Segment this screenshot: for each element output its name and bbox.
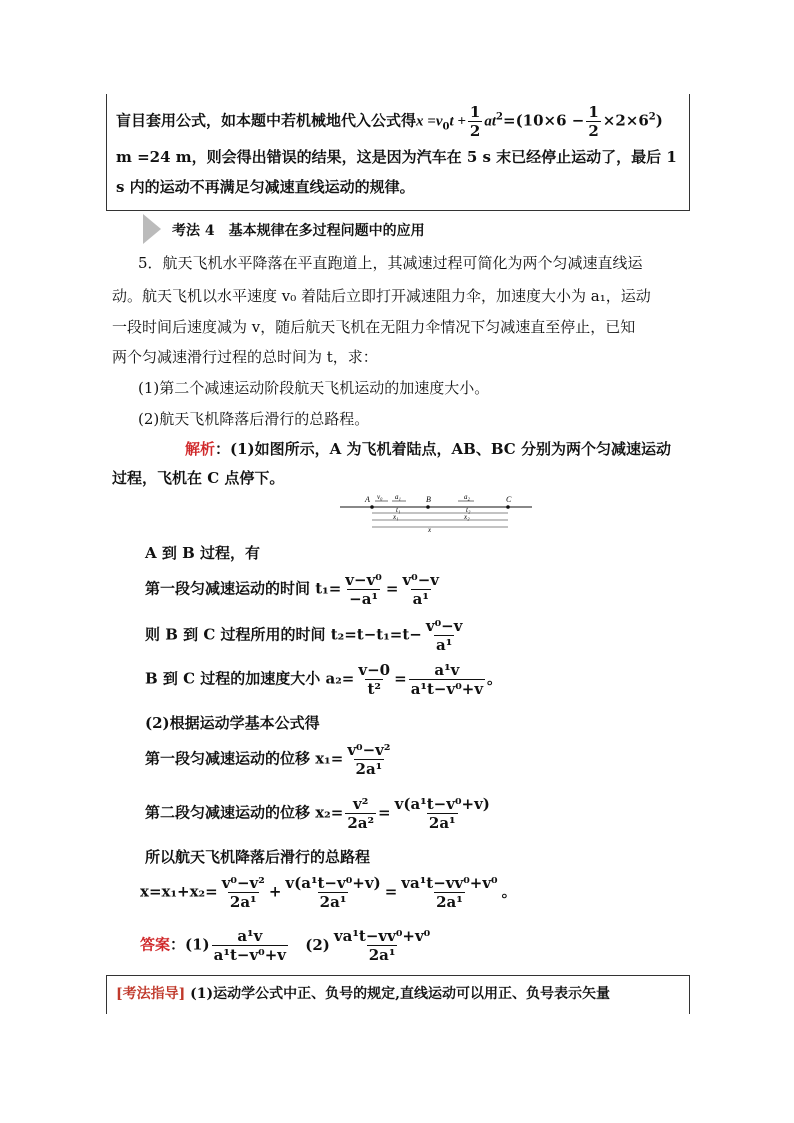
note-line-3: s 内的运动不再满足匀减速直线运动的规律。	[116, 178, 415, 196]
label-b: B	[426, 495, 431, 504]
label-v0: v₀	[377, 493, 383, 501]
note-line-2: m =24 m，则会得出错误的结果，这是因为汽车在 5 s 末已经停止运动了，最后 1	[116, 148, 677, 166]
point-a	[370, 505, 374, 509]
label-a2: a₂	[464, 493, 470, 501]
label-x2: x₂	[464, 513, 470, 521]
question-2: (2)航天飞机降落后滑行的总路程。	[138, 410, 370, 428]
total-distance-label: 所以航天飞机降落后滑行的总路程	[145, 848, 371, 866]
ab-process: A 到 B 过程，有	[145, 544, 260, 562]
question-1: (1)第二个减速运动阶段航天飞机运动的加速度大小。	[138, 379, 490, 397]
point-b	[426, 505, 430, 509]
solution-label: 解析	[185, 440, 216, 458]
x2-formula: 第二段匀减速运动的位移 x₂= $\frac{\text{v²}}{\text{2a²}}$ = $\frac{\text{v(a¹t−v⁰+v)}}{\text{2a¹}}$	[145, 795, 490, 832]
tip-line: [考法指导] (1)运动学公式中正、负号的规定,直线运动可以用正、负号表示矢量	[116, 986, 610, 1002]
label-a1: a₁	[395, 493, 401, 501]
a2-formula: B 到 C 过程的加速度大小 a₂= $\frac{v-0}{\text{t²}}$ = $\frac{\text{a¹v}}{\text{a¹t−v⁰+v}}$ 。	[145, 661, 503, 698]
x1-formula: 第一段匀减速运动的位移 x₁= $\frac{\text{v⁰−v²}}{\text{2a¹}}$	[145, 741, 391, 778]
solution-line-2: 过程，飞机在 C 点停下。	[112, 469, 285, 487]
problem-line-2: 动。航天飞机以水平速度 v₀ 着陆后立即打开减速阻力伞，加速度大小为 a₁，运动	[112, 287, 651, 305]
answer-label: 答案	[140, 935, 171, 954]
t2-formula: 则 B 到 C 过程所用的时间 t₂=t−t₁=t− $\frac{\text{v⁰−v}}{\text{a¹}}$	[145, 617, 463, 654]
label-x: x	[428, 526, 432, 532]
fraction-half-2: $\frac{1}{2}$	[588, 103, 599, 140]
label-t2: t₂	[466, 506, 471, 514]
label-a: A	[365, 495, 370, 504]
problem-line-3: 一段时间后速度减为 v，随后航天飞机在无阻力伞情况下匀减速直至停止，已知	[112, 318, 636, 336]
fraction-half: $\frac{1}{2}$	[469, 103, 481, 140]
label-x1: x₁	[393, 513, 399, 521]
tip-label: [考法指导]	[116, 986, 186, 1002]
motion-diagram	[340, 492, 532, 532]
t1-formula: 第一段匀减速运动的时间 t₁= $\frac{\text{v−v⁰}}{\text{−a¹}}$ = $\frac{\text{v⁰−v}}{\text{a¹}}$	[145, 571, 440, 608]
section-title: 考法 4 基本规律在多过程问题中的应用	[172, 223, 425, 239]
solution-line-1: 解析：(1)如图所示，A 为飞机着陆点，AB、BC 分别为两个匀减速运动	[185, 440, 671, 458]
note-line-1: 盲目套用公式，如本题中若机械地代入公式得$x =v_0t$ + $\frac{1}{2}$ $at^2=(10\times 6$ − $\frac{1}{2}$ $\times 2\times 6^2$)	[116, 103, 663, 140]
section-arrow-icon	[143, 214, 165, 244]
label-t1: t₁	[396, 506, 401, 514]
problem-line-4: 两个匀减速滑行过程的总时间为 t，求：	[112, 348, 378, 366]
part-2-intro: (2)根据运动学基本公式得	[145, 714, 320, 732]
label-c: C	[506, 495, 512, 504]
x-total-formula: x=x₁+x₂= $\frac{\text{v⁰−v²}}{\text{2a¹}}$ + $\frac{\text{v(a¹t−v⁰+v)}}{\text{2a¹}}$ = $\frac{\text{va¹t−vv⁰+v⁰}}{\text{2a¹}}$ 。	[140, 874, 517, 911]
point-c	[506, 505, 510, 509]
answer-line: 答案：(1) $\frac{\text{a¹v}}{\text{a¹t−v⁰+v}}$ (2) $\frac{\text{va¹t−vv⁰+v⁰}}{\text{2a¹}}$	[140, 927, 431, 964]
problem-line-1: 5．航天飞机水平降落在平直跑道上，其减速过程可简化为两个匀减速直线运	[138, 254, 643, 272]
